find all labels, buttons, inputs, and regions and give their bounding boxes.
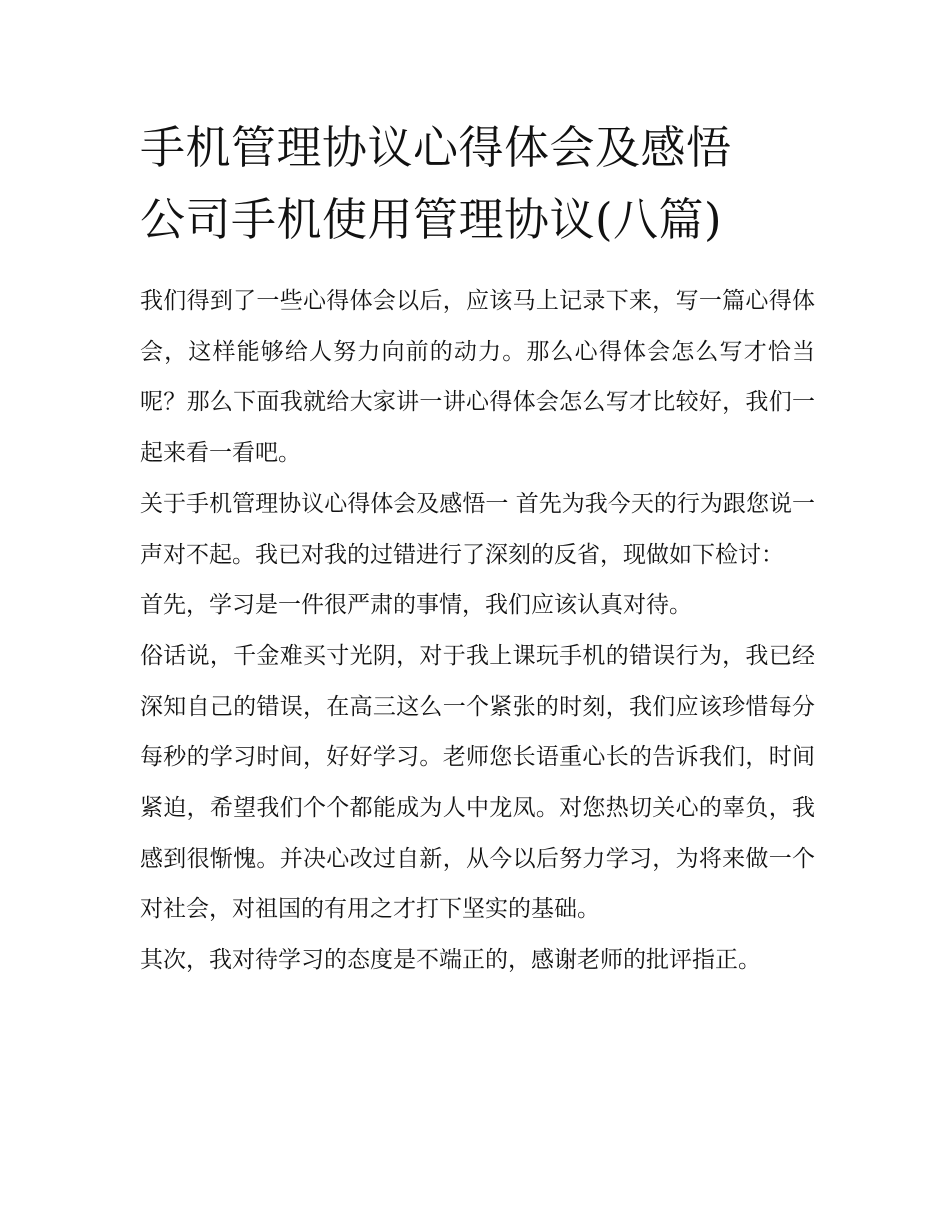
body-paragraph: 俗话说，千金难买寸光阴，对于我上课玩手机的错误行为，我已经深知自己的错误，在高三这么一个紧张的时刻，我们应该珍惜每分每秒的学习时间，好好学习。老师您长语重心长的告诉我们，时间紧迫，希望我们个个都能成为人中龙凤。对您热切关心的辜负，我感到很惭愧。并决心改过自新，从今以后努力学习，为将来做一个对社会，对祖国的有用之才打下坚实的基础。 (140, 642, 815, 923)
document-title (140, 112, 815, 256)
body-paragraph: 首先，学习是一件很严肃的事情，我们应该认真对待。 (140, 592, 692, 619)
body-paragraph: 其次，我对待学习的态度是不端正的，感谢老师的批评指正。 (140, 947, 761, 974)
intro-paragraph: 我们得到了一些心得体会以后，应该马上记录下来，写一篇心得体会，这样能够给人努力向前的动力。那么心得体会怎么写才恰当呢？那么下面我就给大家讲一讲心得体会怎么写才比较好，我们一起来看一看吧。 (140, 288, 815, 467)
document-content (140, 112, 815, 986)
title-line-1: 手机管理协议心得体会及感悟 (140, 121, 732, 174)
title-line-2: 公司手机使用管理协议(八篇) (140, 193, 723, 246)
section-one-paragraph: 关于手机管理协议心得体会及感悟一 首先为我今天的行为跟您说一声对不起。我已对我的过错进行了深刻的反省，现做如下检讨： (140, 490, 815, 568)
